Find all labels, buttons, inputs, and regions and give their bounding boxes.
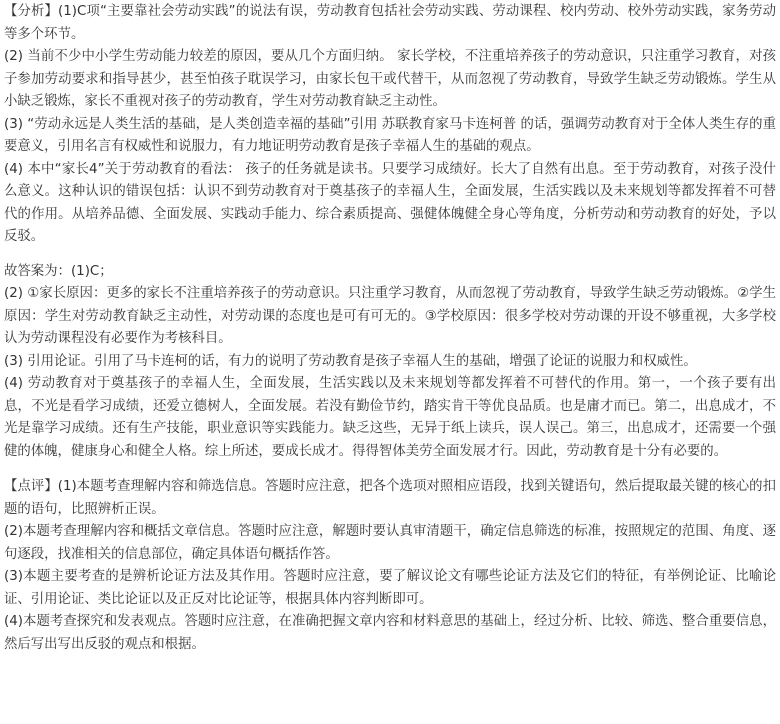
section-spacer <box>4 249 776 261</box>
analysis-paragraph-1: 【分析】(1)C项“主要靠社会劳动实践”的说法有误，劳动教育包括社会劳动实践、劳动课程、校内劳动、校外劳动实践，家务劳动等多个环节。 <box>4 4 776 42</box>
analysis-paragraph-4: (4) 本中“家长4”关于劳动教育的看法： 孩子的任务就是读书。只要学习成绩好。长大了自然有出息。至于劳动教育，对孩子没什么意义。这种认识的错误包括：认识不到劳动教育对于奠基孩子的幸福人生，全面发展，生活实践以及未来规划等都发挥着不可替代的作用。从培养品德、全面发展、实践动手能力、综合素质提高、强健体魄健全身心等角度，分析劳动和劳动教育的好处，予以反驳。 <box>4 161 776 244</box>
comment-paragraph-1: 【点评】(1)本题考查理解内容和筛选信息。答题时应注意，把各个选项对照相应语段，找到关键语句，然后提取最关键的核心的扣题的语句，比照辨析正误。 <box>4 479 776 517</box>
analysis-paragraph-3: (3) “劳动永远是人类生活的基础，是人类创造幸福的基础”引用 苏联教育家马卡连柯普 的话，强调劳动教育对于全体人类生存的重要意义，引用名言有权威性和说服力，有力地证明劳动教育是孩子幸福人生的基础的观点。 <box>4 116 776 154</box>
comment-paragraph-4: (4)本题考查探究和发表观点。答题时应注意，在准确把握文章内容和材料意思的基础上，经过分析、比较、筛选、整合重要信息，然后写出写出反驳的观点和根据。 <box>4 614 776 652</box>
analysis-section <box>4 1 776 249</box>
answer-section <box>4 261 776 464</box>
comment-paragraph-2: (2)本题考查理解内容和概括文章信息。答题时应注意，解题时要认真审清题干，确定信息筛选的标准，按照规定的范围、角度、逐句逐段，找准相关的信息部位，确定具体语句概括作答。 <box>4 524 776 562</box>
answer-paragraph-3: (3) 引用论证。引用了马卡连柯的话，有力的说明了劳动教育是孩子幸福人生的基础，增强了论证的说服力和权威性。 <box>4 353 697 369</box>
answer-paragraph-2: (2) ①家长原因：更多的家长不注重培养孩子的劳动意识。只注重学习教育，从而忽视了劳动教育，导致学生缺乏劳动锻炼。②学生原因：学生对劳动教育缺乏主动性，对劳动课的态度也是可有可无的。③学校原因：很多学校对劳动课的开设不够重视，大多学校认为劳动课程没有必要作为考核科目。 <box>4 286 776 346</box>
answer-paragraph-4: (4) 劳动教育对于奠基孩子的幸福人生，全面发展，生活实践以及未来规划等都发挥着不可替代的作用。第一，一个孩子要有出息，不光是看学习成绩，还爱立德树人，全面发展。若没有勤俭节约，踏实肯干等优良品质。也是庸才而已。第二，出息成才，不光是靠学习成绩。还有生产技能，职业意识等实践能力。缺乏这些，无异于纸上读兵，误人误己。第三，出息成才，还需要一个强健的体魄，健康身心和健全人格。综上所述，要成长成才。得得智体美劳全面发展才行。因此，劳动教育是十分有必要的。 <box>4 376 776 459</box>
analysis-paragraph-2: (2) 当前不少中小学生劳动能力较差的原因，要从几个方面归纳。 家长学校，不注重培养孩子的劳动意识，只注重学习教育，对孩子参加劳动要求和指导甚少，甚至怕孩子耽误学习，由家长包干或代替干，从而忽视了劳动教育，导致学生缺乏劳动锻炼。学生从小缺乏锻炼，家长不重视对孩子的劳动教育，学生对劳动教育缺乏主动性。 <box>4 49 776 109</box>
comment-section <box>4 476 776 656</box>
comment-paragraph-3: (3)本题主要考查的是辨析论证方法及其作用。答题时应注意，要了解议论文有哪些论证方法及它们的特征，有举例论证、比喻论证、引用论证、类比论证以及正反对比论证等，根据具体内容判断即可。 <box>4 569 776 607</box>
section-spacer <box>4 463 776 476</box>
answer-paragraph-1: 故答案为：(1)C； <box>4 263 113 279</box>
